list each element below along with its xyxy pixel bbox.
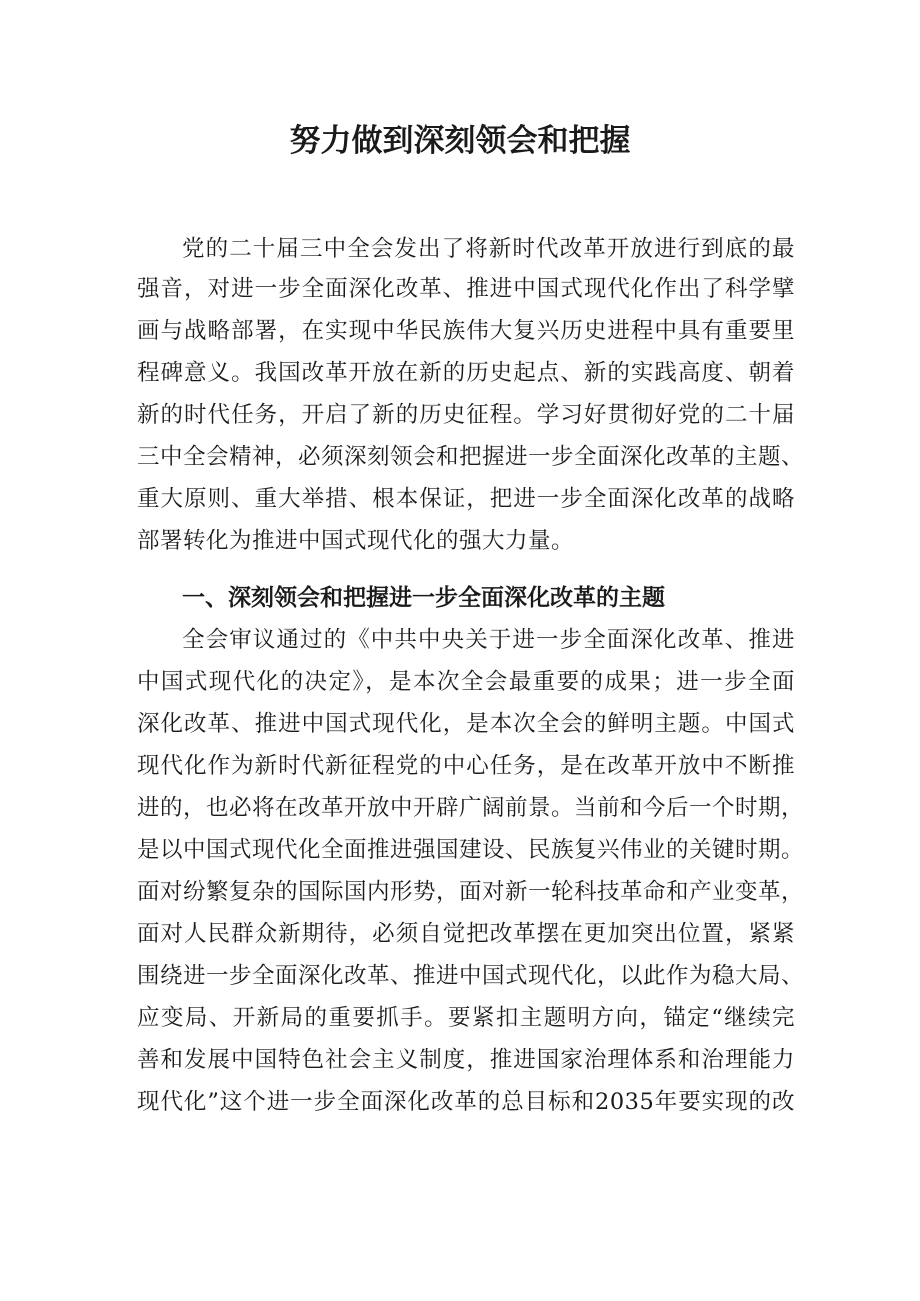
- paragraph-line: 是以中国式现代化全面推进强国建设、民族复兴伟业的关键时期。: [137, 837, 805, 863]
- paragraph-line: 应变局、开新局的重要抓手。要紧扣主题明方向，锚定“继续完: [137, 1005, 795, 1031]
- paragraph-line: 深化改革、推进中国式现代化，是本次全会的鲜明主题。中国式: [137, 711, 795, 737]
- paragraph-line: 党的二十届三中全会发出了将新时代改革开放进行到底的最: [182, 236, 795, 262]
- paragraph-line: 部署转化为推进中国式现代化的强大力量。: [137, 528, 575, 554]
- paragraph-line: 新的时代任务，开启了新的历史征程。学习好贯彻好党的二十届: [137, 402, 795, 428]
- paragraph-line: 重大原则、重大举措、根本保证，把进一步全面深化改革的战略: [137, 486, 795, 512]
- paragraph-line: 中国式现代化的决定》，是本次全会最重要的成果；进一步全面: [137, 669, 795, 695]
- paragraph-line: 程碑意义。我国改革开放在新的历史起点、新的实践高度、朝着: [137, 360, 795, 386]
- paragraph-line: 三中全会精神，必须深刻领会和把握进一步全面深化改革的主题、: [137, 444, 805, 470]
- paragraph-line: 现代化”这个进一步全面深化改革的总目标和2035年要实现的改: [137, 1089, 795, 1115]
- paragraph-line: 面对纷繁复杂的国际国内形势，面对新一轮科技革命和产业变革，: [137, 879, 805, 905]
- document-title: 努力做到深刻领会和把握: [289, 123, 631, 159]
- paragraph-line: 围绕进一步全面深化改革、推进中国式现代化，以此作为稳大局、: [137, 963, 805, 989]
- paragraph-line: 强音，对进一步全面深化改革、推进中国式现代化作出了科学擘: [137, 276, 795, 302]
- section-heading: 一、深刻领会和把握进一步全面深化改革的主题: [182, 585, 665, 611]
- paragraph-line: 全会审议通过的《中共中央关于进一步全面深化改革、推进: [182, 627, 795, 653]
- paragraph-line: 现代化作为新时代新征程党的中心任务，是在改革开放中不断推: [137, 753, 795, 779]
- paragraph-line: 善和发展中国特色社会主义制度，推进国家治理体系和治理能力: [137, 1047, 795, 1073]
- paragraph-line: 进的，也必将在改革开放中开辟广阔前景。当前和今后一个时期，: [137, 795, 805, 821]
- paragraph-line: 画与战略部署，在实现中华民族伟大复兴历史进程中具有重要里: [137, 318, 795, 344]
- paragraph-line: 面对人民群众新期待，必须自觉把改革摆在更加突出位置，紧紧: [137, 921, 795, 947]
